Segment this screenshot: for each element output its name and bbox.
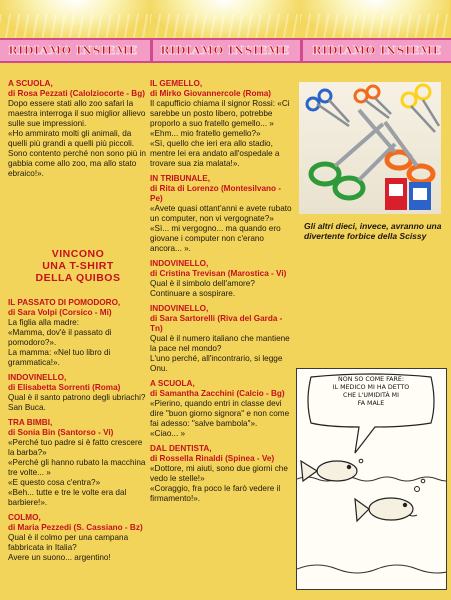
joke-byline: di Sonia Bin (Santorso - Vi) (8, 428, 114, 437)
joke-item (150, 444, 293, 504)
scissors-illustration (299, 82, 441, 214)
joke-item (8, 79, 148, 179)
divider (150, 40, 153, 61)
joke-line: «Perché gli hanno rubato la macchina tre volte... » (8, 458, 146, 477)
prize-line: UNA T-SHIRT (42, 260, 114, 272)
joke-byline: di Sara Sartorelli (Riva del Garda - Tn) (150, 314, 283, 333)
sun-decoration (0, 0, 150, 40)
speech-line: IL MEDICO MI HA DETTO (332, 384, 410, 391)
fish-icon (301, 461, 357, 481)
joke-byline: di Elisabetta Sorrenti (Roma) (8, 383, 121, 392)
joke-line: Il capufficio chiama il signor Rossi: «Ci sarebbe un posto libero, potrebbe proporlo a suo fratello gemello... » (150, 99, 290, 128)
small-scissors-icon (402, 85, 439, 132)
sun-decoration (150, 0, 300, 40)
joke-item (8, 513, 148, 563)
joke-line: L'uno perché, all'incontrario, si legge Onu. (150, 354, 283, 373)
joke-line: La figlia alla madre: (8, 318, 79, 327)
joke-line: Dopo essere stati allo zoo safari la maestra interroga il suo miglior allievo sulle sue impressioni. (8, 99, 146, 128)
joke-line: Qual è il colmo per una campana fabbricata in Italia? (8, 533, 129, 552)
joke-item (150, 79, 293, 169)
section-label: RIDIAMO INSIEME (312, 44, 442, 57)
small-scissors-icon (307, 90, 349, 126)
divider (300, 40, 303, 61)
prize-line: VINCONO (51, 248, 105, 260)
joke-line: «Sì... mi vergogno... ma quando ero giovane i computer non c'erano ancora... ». (150, 224, 281, 253)
joke-title: DAL DENTISTA, (150, 444, 212, 453)
joke-title: A SCUOLA, (150, 379, 195, 388)
joke-item (150, 304, 293, 374)
joke-line: Qual è il santo patrono degli ubriachi? (8, 393, 146, 402)
joke-item (150, 379, 293, 439)
joke-byline: di Maria Pezzedi (S. Cassiano - Bz) (8, 523, 143, 532)
joke-line: «Pierino, quando entri in classe devi dire "buon giorno signora" e non come fai adesso: "salve bambola"». (150, 399, 290, 428)
joke-byline: di Rossella Rinaldi (Spinea - Ve) (150, 454, 275, 463)
joke-byline: di Sara Volpi (Corsico - Mi) (8, 308, 112, 317)
joke-title: IL GEMELLO, (150, 79, 203, 88)
prize-announcement (8, 248, 148, 284)
scissors-photo (299, 82, 441, 214)
joke-byline: di Samantha Zacchini (Calcio - Bg) (150, 389, 285, 398)
section-header-strip (0, 38, 451, 63)
joke-title: A SCUOLA, (8, 79, 53, 88)
joke-title: IN TRIBUNALE, (150, 174, 211, 183)
joke-line: San Buca. (8, 403, 46, 412)
joke-line: «E questo cosa c'entra?» (8, 478, 101, 487)
fish-icon (355, 498, 417, 521)
joke-line: «Ciao... » (150, 429, 186, 438)
prize-line: DELLA QUIBOS (35, 272, 121, 284)
joke-line: «Perché tuo padre si è fatto crescere la barba?» (8, 438, 143, 457)
joke-line: «Beh... tutte e tre le volte era dal barbiere!». (8, 488, 127, 507)
column-left-lower (8, 298, 148, 568)
joke-item (150, 174, 293, 254)
speech-line: NON SO COME FARE: (338, 376, 404, 383)
joke-line: «Mamma, dov'è il passato di pomodoro?». (8, 328, 112, 347)
joke-item (8, 298, 148, 368)
joke-title: TRA BIMBI, (8, 418, 53, 427)
joke-title: IL PASSATO DI POMODORO, (8, 298, 121, 307)
joke-title: INDOVINELLO, (8, 373, 67, 382)
speech-bubble-text (316, 376, 426, 408)
joke-byline: di Mirko Giovannercole (Roma) (150, 89, 272, 98)
section-label: RIDIAMO INSIEME (8, 44, 138, 57)
joke-byline: di Cristina Trevisan (Marostica - Vi) (150, 269, 287, 278)
joke-line: «Avete quasi ottant'anni e avete rubato un computer, non vi vergognate?» (150, 204, 292, 223)
joke-line: Continuare a sospirare. (150, 289, 236, 298)
joke-line: «Ho ammirato molti gli animali, da quelli più grandi a quelli più piccoli. Sono contento perché non sono più in gabbia come allo zoo, ma allo stato ebraico!». (8, 129, 146, 178)
joke-item (8, 418, 148, 508)
speech-line: CHE L'UMIDITÀ MI (343, 392, 399, 399)
joke-byline: di Rita di Lorenzo (Montesilvano - Pe) (150, 184, 281, 203)
joke-line: «Sì, quello che ieri era allo stadio, mentre lei era andato all'ospedale a trovare sua zia malata!». (150, 139, 280, 168)
joke-line: «Ehm... mio fratello gemello?» (150, 129, 261, 138)
joke-line: Avere un suono... argentino! (8, 553, 111, 562)
speech-line: FA MALE (357, 400, 385, 407)
joke-line: Qual è il numero italiano che mantiene la pace nel mondo? (150, 334, 290, 353)
joke-line: Qual è il simbolo dell'amore? (150, 279, 255, 288)
joke-line: La mamma: «Nel tuo libro di grammatica!». (8, 348, 111, 367)
joke-line: «Coraggio, fra poco le farò vedere il firmamento!». (150, 484, 281, 503)
photo-caption: Gli altri dieci, invece, avranno una divertente forbice della Scissy (304, 221, 442, 241)
column-middle (150, 79, 293, 509)
joke-item (150, 259, 293, 299)
joke-title: COLMO, (8, 513, 41, 522)
joke-line: «Dottore, mi aiuti, sono due giorni che vedo le stelle!» (150, 464, 288, 483)
joke-byline: di Rosa Pezzati (Calolziocorte - Bg) (8, 89, 145, 98)
joke-title: INDOVINELLO, (150, 304, 209, 313)
section-label: RIDIAMO INSIEME (160, 44, 290, 57)
joke-title: INDOVINELLO, (150, 259, 209, 268)
joke-item (8, 373, 148, 413)
column-left (8, 79, 148, 184)
sun-decoration (300, 0, 450, 40)
